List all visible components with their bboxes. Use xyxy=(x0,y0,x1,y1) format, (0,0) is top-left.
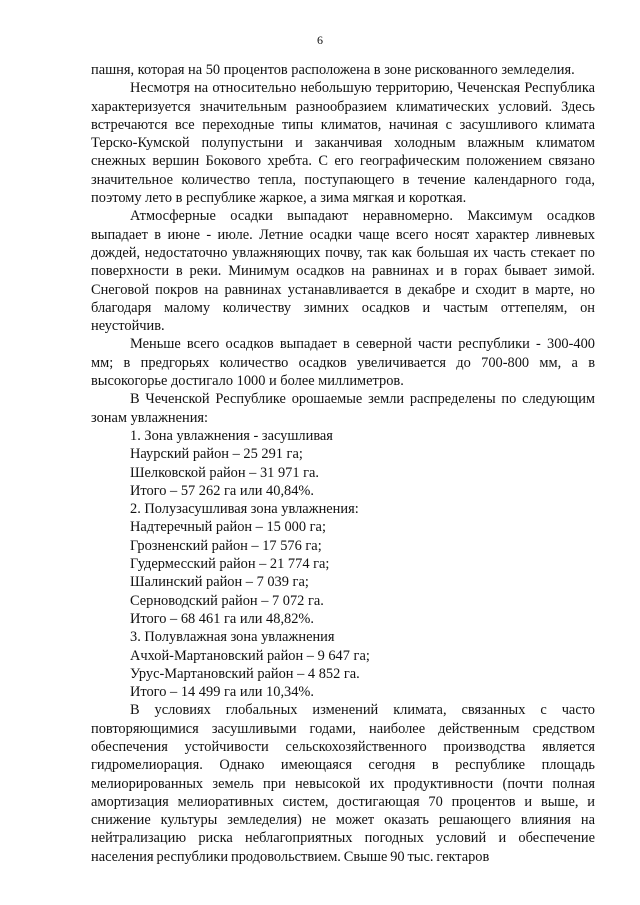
list-item: Надтеречный район – 15 000 га; xyxy=(130,519,326,536)
list-item: Шалинский район – 7 039 га; xyxy=(130,574,309,591)
list-item: Ачхой-Мартановский район – 9 647 га; xyxy=(130,647,370,664)
zone-total-2: Итого – 68 461 га или 48,82%. xyxy=(130,610,315,627)
list-item: Шелковской район – 31 971 га. xyxy=(130,464,320,481)
list-item: Наурский район – 25 291 га; xyxy=(130,446,303,463)
zone-heading-2: 2. Полузасушливая зона увлажнения: xyxy=(130,501,359,518)
zone-list xyxy=(91,427,595,701)
list-item: Урус-Мартановский район – 4 852 га. xyxy=(130,665,360,682)
paragraph-hydromelioration: В условиях глобальных изменений климата, связанных с часто повторяющимися засушливыми годами, наиболее действенным средством обеспечения устойчивости сельскохозяйственного производства является гидромелиорация. Однако имеющаяся сегодня в республике площадь мелиорированных земель при невысокой их продуктивности (почти полная амортизация мелиоративных систем, достигающая 70 процентов и выше, и снижение культуры земледелия) не может оказать решающего влияния на нейтрализацию риска неблагоприятных погодных условий и обеспечение населения республики продовольствием. Свыше 90 тыс. гектаров xyxy=(91,702,595,865)
paragraph-precipitation: Атмосферные осадки выпадают неравномерно. Максимум осадков выпадает в июне - июле. Летние осадки чаще всего носят характер ливневых дождей, недостаточно увлажняющих почву, так как большая их часть стекает по поверхности в реки. Минимум осадков на равнинах и в горах бывает зимой. Снеговой покров на равнинах устанавливается в декабре и сходит в марте, но благодаря малому количеству зимних осадков и частым оттепелям, он неустойчив. xyxy=(91,208,595,335)
zone-total-1: Итого – 57 262 га или 40,84%. xyxy=(130,482,315,499)
paragraph-irrigation-intro: В Чеченской Республике орошаемые земли распределены по следующим зонам увлажнения: xyxy=(91,391,595,426)
zone-total-3: Итого – 14 499 га или 10,34%. xyxy=(130,684,315,701)
paragraph-climate: Несмотря на относительно небольшую территорию, Чеченская Республика характеризуется значительным разнообразием климатических условий. Здесь встречаются все переходные типы климатов, начиная с засушливого климата Терско-Кумской полупустыни и заканчивая холодным влажным климатом снежных вершин Бокового хребта. С его географическим положением связано значительное количество тепла, поступающего в течение календарного года, поэтому лето в республике жаркое, а зима мягкая и короткая. xyxy=(91,80,595,207)
paragraph-continuation: пашня, которая на 50 процентов расположена в зоне рискованного земледелия. xyxy=(91,62,575,78)
list-item: Грозненский район – 17 576 га; xyxy=(130,537,322,554)
zone-heading-1: 1. Зона увлажнения - засушливая xyxy=(130,427,333,444)
paragraph-precipitation-amounts: Меньше всего осадков выпадает в северной части республики - 300-400 мм; в предгорьях количество осадков увеличивается до 700-800 мм, а в высокогорье достигало 1000 и более миллиметров. xyxy=(91,336,595,390)
zone-heading-3: 3. Полувлажная зона увлажнения xyxy=(130,629,335,646)
list-item: Гудермесский район – 21 774 га; xyxy=(130,556,330,573)
list-item: Серноводский район – 7 072 га. xyxy=(130,592,324,609)
document-body xyxy=(91,61,595,866)
page-number: 6 xyxy=(317,33,323,47)
